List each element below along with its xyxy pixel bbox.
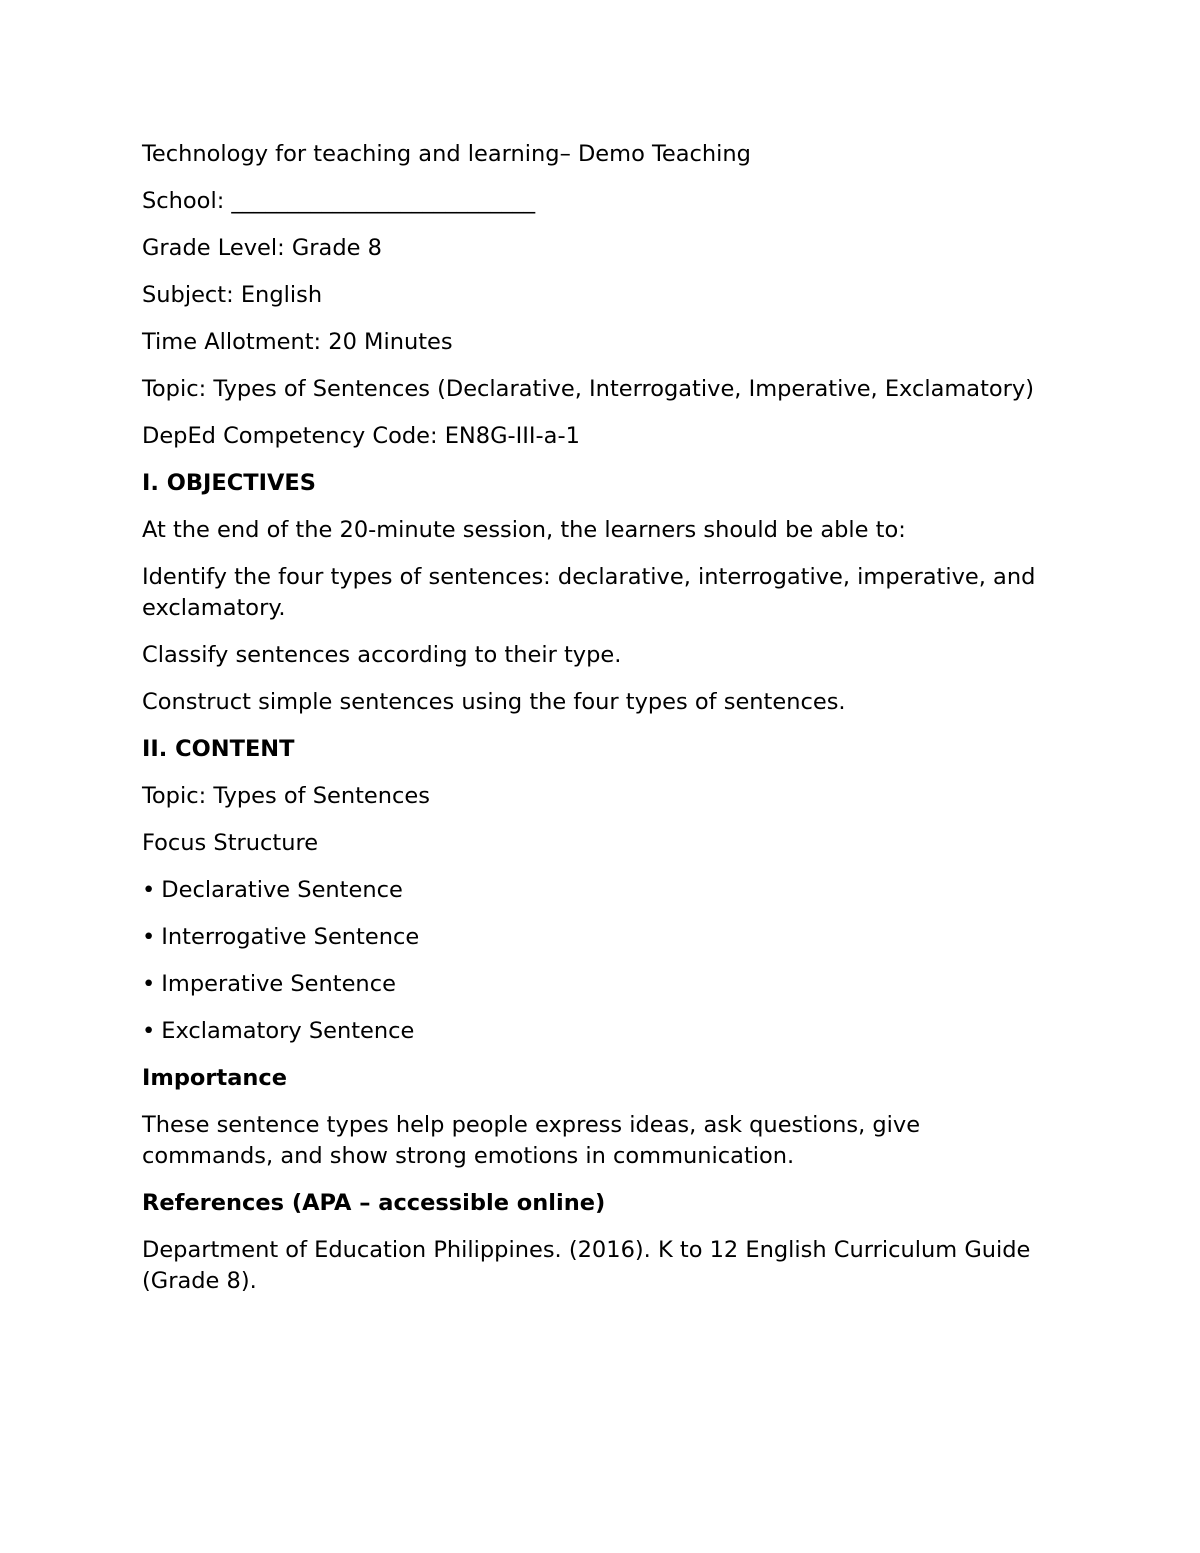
importance-text: These sentence types help people express ideas, ask questions, give commands, and show strong emotions in communication. [142,1112,921,1169]
subject: Subject: English [142,282,323,308]
references-heading: References (APA – accessible online) [142,1190,606,1216]
document-body [142,139,1042,1313]
focus-item-label: Imperative Sentence [161,971,396,997]
content-heading: II. CONTENT [142,736,295,762]
objectives-intro: At the end of the 20-minute session, the learners should be able to: [142,517,906,543]
focus-structure-label: Focus Structure [142,830,319,856]
objectives-heading: I. OBJECTIVES [142,470,316,496]
reference-item: Department of Education Philippines. (2016). K to 12 English Curriculum Guide (Grade 8). [142,1237,1031,1294]
bullet-icon: • [142,971,156,997]
focus-item [142,1016,1042,1047]
objective-item: Identify the four types of sentences: declarative, interrogative, imperative, and exclamatory. [142,564,1036,621]
grade-level: Grade Level: Grade 8 [142,235,382,261]
focus-item-label: Interrogative Sentence [161,924,420,950]
focus-item [142,922,1042,953]
time-allotment: Time Allotment: 20 Minutes [142,329,453,355]
document-title: Technology for teaching and learning– Demo Teaching [142,141,751,167]
focus-item-label: Declarative Sentence [161,877,403,903]
topic-line: Topic: Types of Sentences (Declarative, Interrogative, Imperative, Exclamatory) [142,376,1035,402]
importance-heading: Importance [142,1065,288,1091]
bullet-icon: • [142,924,156,950]
content-topic: Topic: Types of Sentences [142,783,430,809]
objective-item: Construct simple sentences using the four types of sentences. [142,689,846,715]
competency-code: DepEd Competency Code: EN8G-III-a-1 [142,423,580,449]
bullet-icon: • [142,877,156,903]
school-field: School: ___________________________ [142,188,536,214]
bullet-icon: • [142,1018,156,1044]
objective-item: Classify sentences according to their type. [142,642,622,668]
focus-item [142,969,1042,1000]
focus-item [142,875,1042,906]
focus-item-label: Exclamatory Sentence [161,1018,415,1044]
